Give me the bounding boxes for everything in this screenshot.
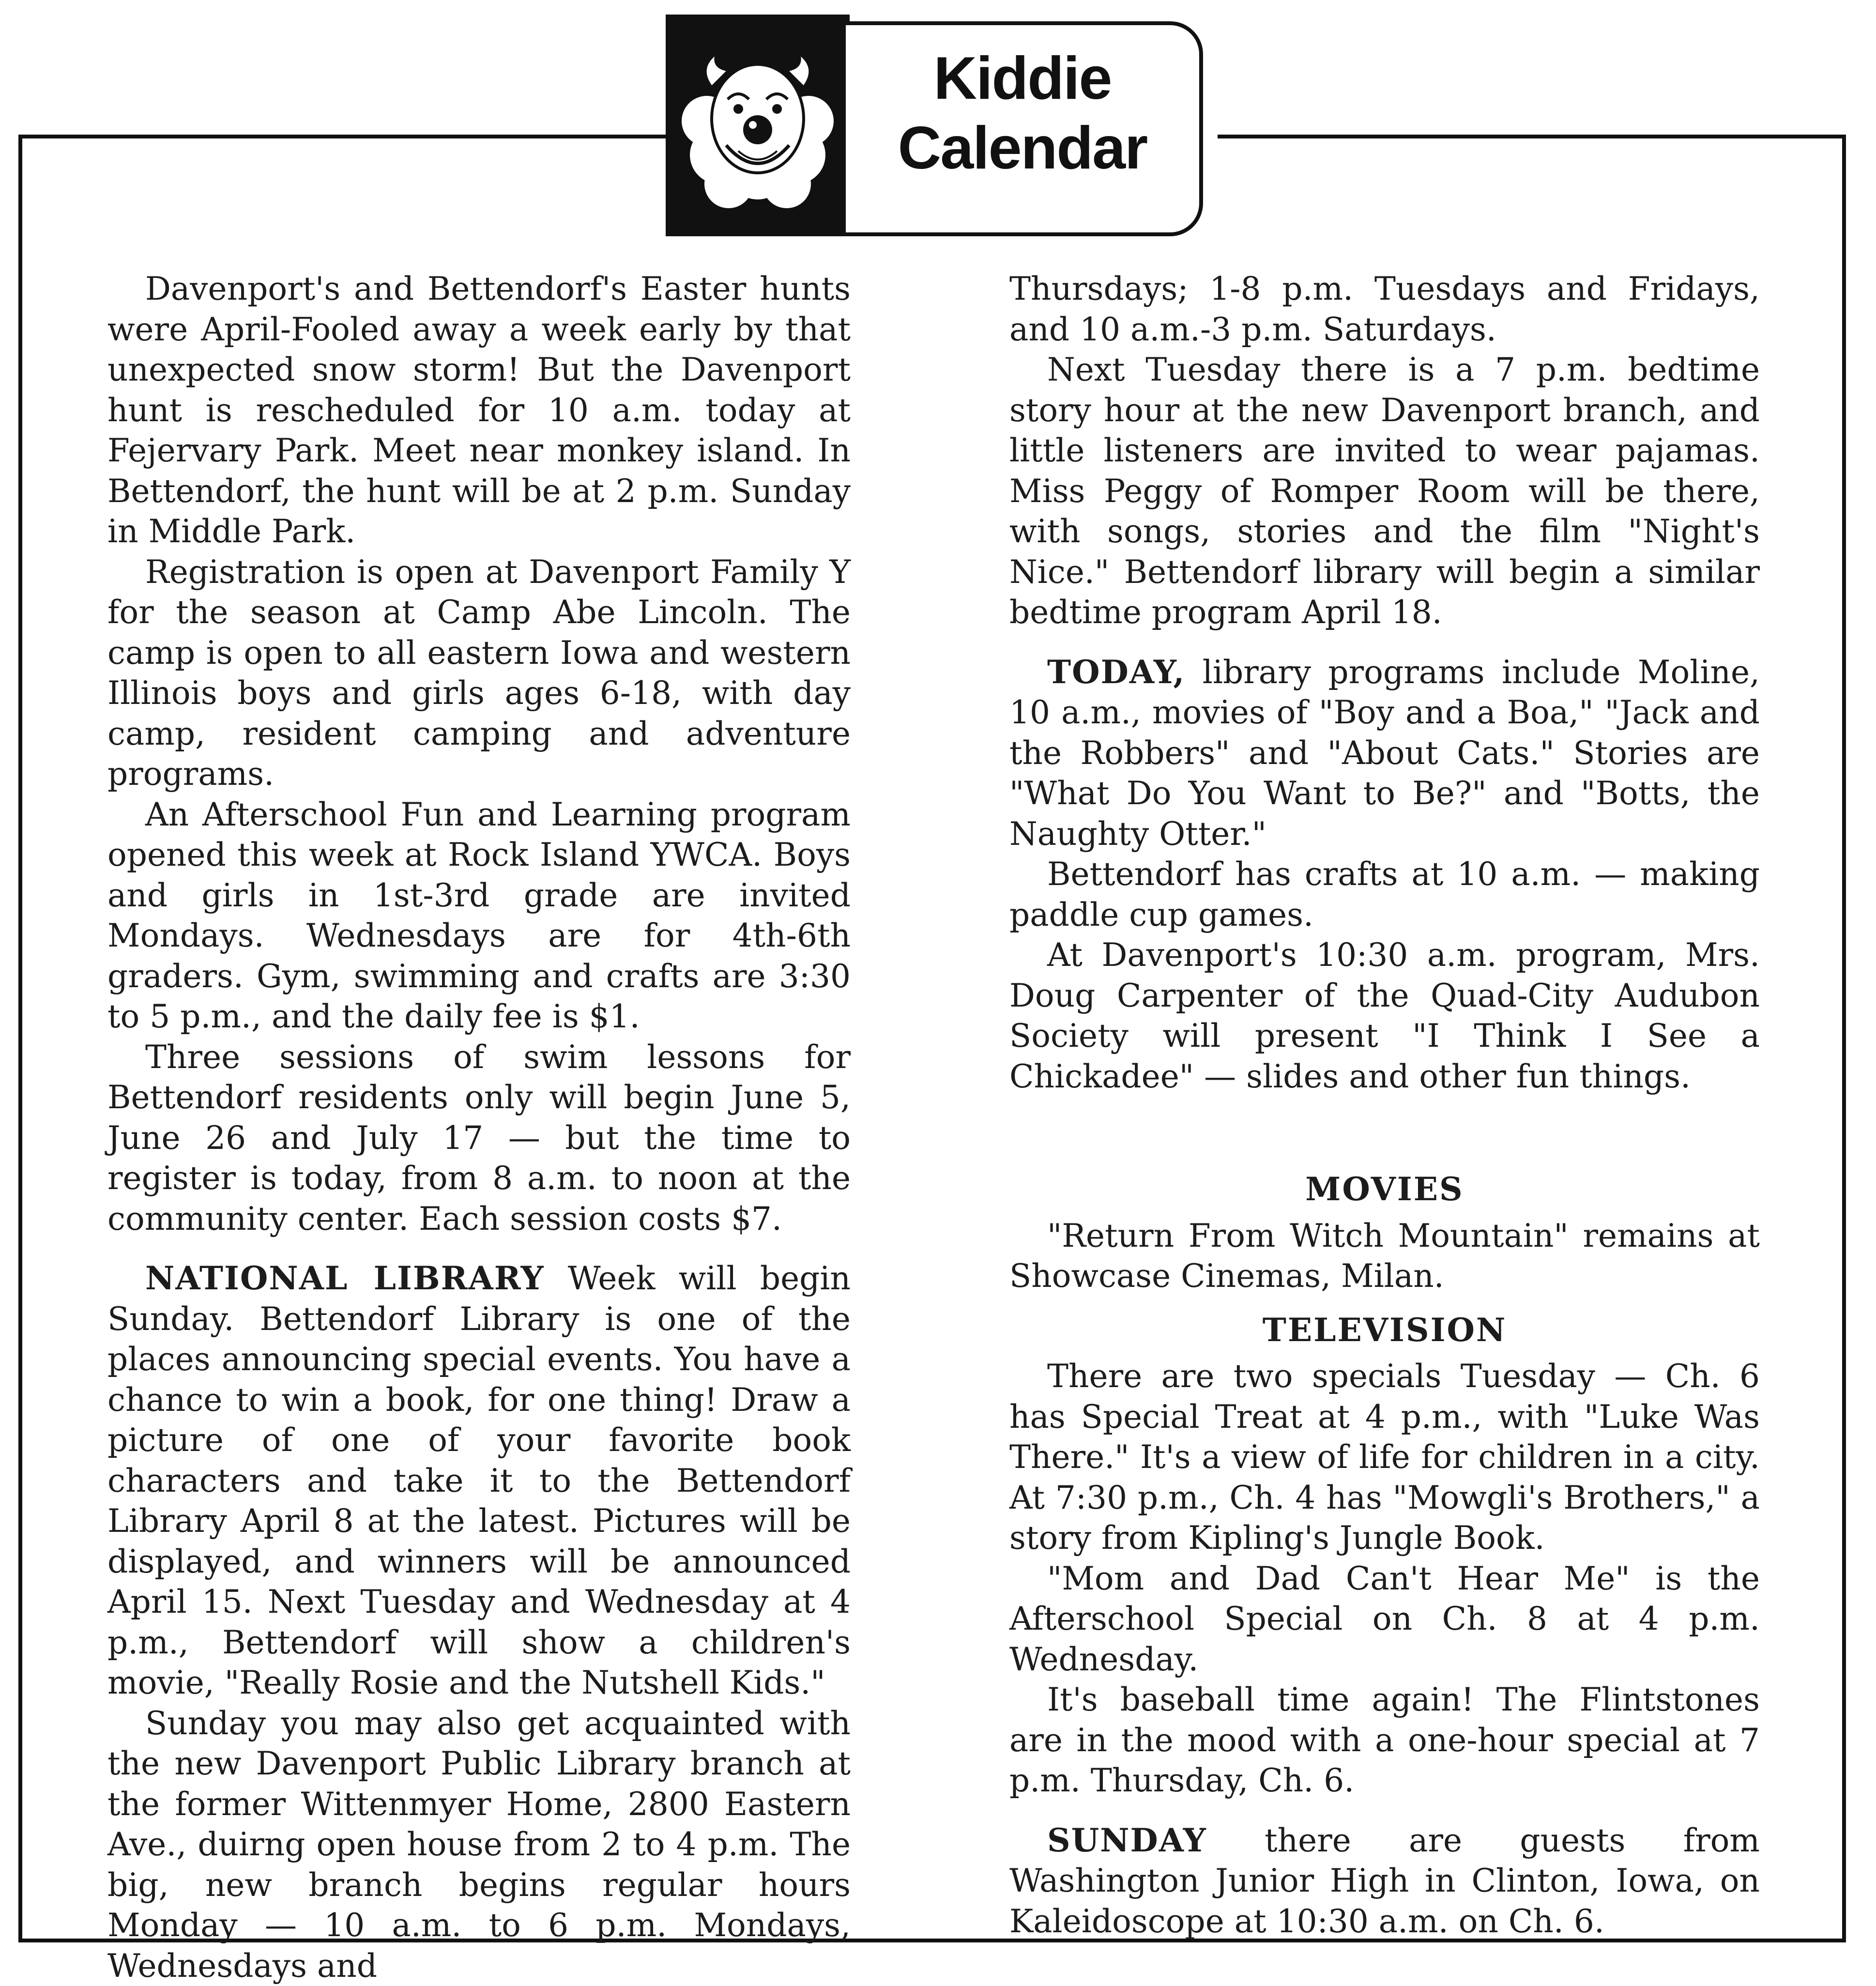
national-library-lead: NATIONAL LIBRARY <box>145 1259 545 1297</box>
sunday-paragraph <box>1009 1820 1760 1942</box>
camp-registration-paragraph: Registration is open at Davenport Family Y for the season at Camp Abe Lincoln. The camp is open to all eastern Iowa and western Illinois boys and girls ages 6-18, with day camp, resident camping and adventure programs. <box>107 552 851 794</box>
national-library-text: Week will begin Sunday. Bettendorf Library is one of the places announcing special events. You have a chance to win a book, for one thing! Draw a picture of one of your favorite book characters and take it to the Bettendorf Library April 8 at the latest. Pictures will be displayed, and winners will be announced April 15. Next Tuesday and Wednesday at 4 p.m., Bettendorf will show a children's movie, "Really Rosie and the Nutshell Kids." <box>107 1260 851 1701</box>
today-text: library programs include Moline, 10 a.m., movies of "Boy and a Boa," "Jack and the Robbers" and "About Cats." Stories are "What Do You Want to Be?" and "Botts, the Naughty Otter." <box>1009 654 1760 853</box>
swim-lessons-paragraph: Three sessions of swim lessons for Bettendorf residents only will begin June 5, June 26 and July 17 — but the time to register is today, from 8 a.m. to noon at the community center. Each session costs $7. <box>107 1037 851 1239</box>
flintstones-paragraph: It's baseball time again! The Flintstones are in the mood with a one-hour special at 7 p.m. Thursday, Ch. 6. <box>1009 1680 1760 1801</box>
bedtime-story-paragraph: Next Tuesday there is a 7 p.m. bedtime story hour at the new Davenport branch, and little listeners are invited to wear pajamas. Miss Peggy of Romper Room will be there, with songs, stories and the film "Night's Nice." Bettendorf library will begin a similar bedtime program April 18. <box>1009 350 1760 633</box>
national-library-paragraph <box>107 1258 851 1703</box>
movies-heading: MOVIES <box>1009 1169 1760 1210</box>
afterschool-program-paragraph: An Afterschool Fun and Learning program opened this week at Rock Island YWCA. Boys and girls in 1st-3rd grade are invited Mondays. Wednesdays are for 4th-6th graders. Gym, swimming and crafts are 3:30 to 5 p.m., and the daily fee is $1. <box>107 794 851 1037</box>
easter-hunts-paragraph: Davenport's and Bettendorf's Easter hunts were April-Fooled away a week early by that unexpected snow storm! But the Davenport hunt is rescheduled for 10 a.m. today at Fejervary Park. Meet near monkey island. In Bettendorf, the hunt will be at 2 p.m. Sunday in Middle Park. <box>107 269 851 552</box>
title-line-2: Calendar <box>846 118 1199 178</box>
sunday-lead: SUNDAY <box>1047 1821 1207 1859</box>
afterschool-special-paragraph: "Mom and Dad Can't Hear Me" is the Afterschool Special on Ch. 8 at 4 p.m. Wednesday. <box>1009 1558 1760 1680</box>
sunday-text: there are guests from Washington Junior High in Clinton, Iowa, on Kaleidoscope at 10:30 a.m. on Ch. 6. <box>1009 1822 1760 1940</box>
clown-face-icon <box>666 15 850 236</box>
television-heading: TELEVISION <box>1009 1310 1760 1351</box>
calendar-header <box>666 15 1218 236</box>
bettendorf-crafts-paragraph: Bettendorf has crafts at 10 a.m. — making paddle cup games. <box>1009 854 1760 935</box>
davenport-program-paragraph: At Davenport's 10:30 a.m. program, Mrs. Doug Carpenter of the Quad-City Audubon Society will present "I Think I See a Chickadee" — slides and other fun things. <box>1009 935 1760 1097</box>
movies-paragraph: "Return From Witch Mountain" remains at Showcase Cinemas, Milan. <box>1009 1216 1760 1297</box>
today-lead: TODAY, <box>1047 653 1185 691</box>
logo-panel <box>666 15 850 236</box>
title-line-1: Kiddie <box>846 48 1199 108</box>
title-box <box>846 21 1203 236</box>
left-column <box>107 269 851 1986</box>
library-branch-paragraph: Sunday you may also get acquainted with the new Davenport Public Library branch at the former Wittenmyer Home, 2800 Eastern Ave., duirng open house from 2 to 4 p.m. The big, new branch begins regular hours Monday — 10 a.m. to 6 p.m. Mondays, Wednesdays and <box>107 1703 851 1986</box>
right-column <box>1009 269 1760 1941</box>
tv-specials-paragraph: There are two specials Tuesday — Ch. 6 has Special Treat at 4 p.m., with "Luke Was There." It's a view of life for children in a city. At 7:30 p.m., Ch. 4 has "Mowgli's Brothers," a story from Kipling's Jungle Book. <box>1009 1356 1760 1558</box>
library-hours-continuation: Thursdays; 1-8 p.m. Tuesdays and Fridays, and 10 a.m.-3 p.m. Saturdays. <box>1009 269 1760 350</box>
today-programs-paragraph <box>1009 652 1760 855</box>
